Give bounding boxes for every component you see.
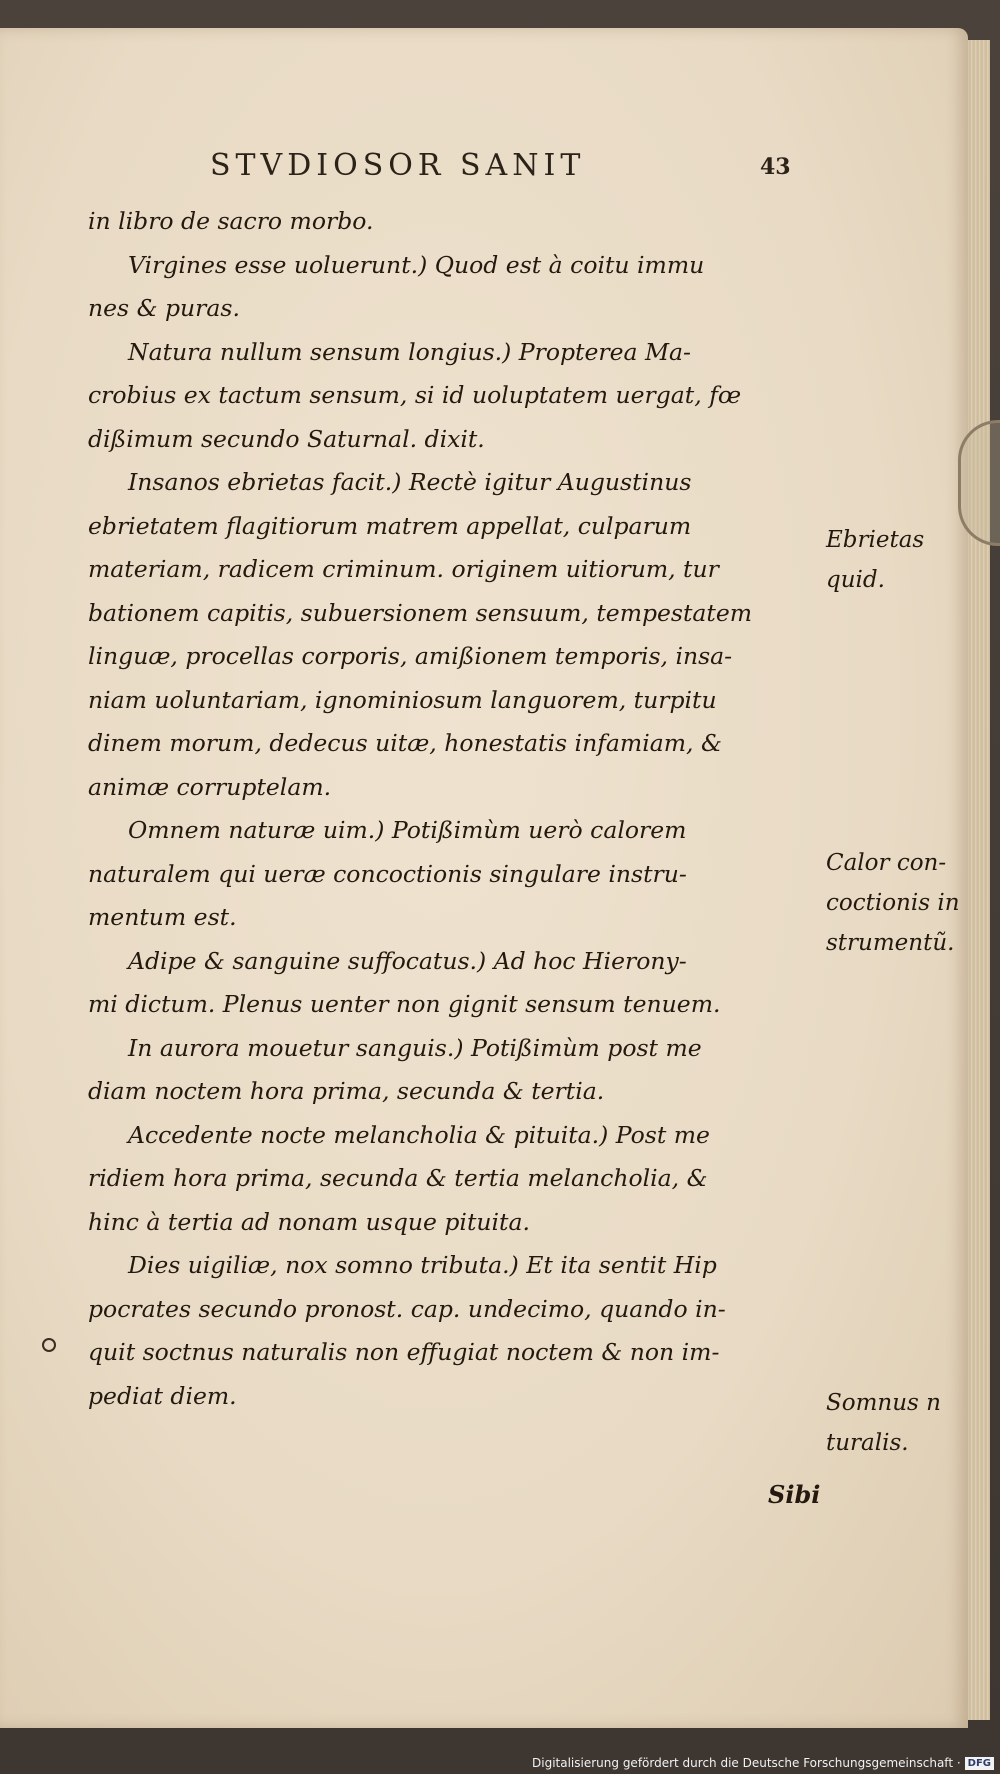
text-line: pocrates secundo pronost. cap. undecimo, quando in- <box>88 1294 726 1323</box>
margin-note-calor <box>826 843 966 963</box>
text-line: mi dictum. Plenus uenter non gignit sensum tenuem. <box>88 990 721 1018</box>
margin-note-line: Somnus n <box>826 1390 941 1416</box>
text-line: in libro de sacro morbo. <box>88 207 374 235</box>
text-line: bationem capitis, subuersionem sensuum, tempestatem <box>88 598 753 627</box>
ink-mark-icon <box>42 1338 56 1352</box>
text-line: Insanos ebrietas facit.) Rectè igitur Augustinus <box>128 468 692 496</box>
running-head <box>210 148 791 188</box>
text-line: Adipe & sanguine suffocatus.) Ad hoc Hierony- <box>128 946 687 975</box>
dfg-logo: DFG <box>965 1757 994 1770</box>
text-line: Natura nullum sensum longius.) Propterea Ma- <box>128 337 691 366</box>
text-line: niam uoluntariam, ignominiosum languorem, turpitu <box>88 685 717 714</box>
text-line: Accedente nocte melancholia & pituita.) Post me <box>128 1120 710 1149</box>
margin-note-line: strumentũ. <box>826 930 955 956</box>
text-line: Virgines esse uoluerunt.) Quod est à coitu immu <box>128 250 705 279</box>
text-line: ebrietatem flagitiorum matrem appellat, culparum <box>88 511 692 540</box>
text-line: animæ corruptelam. <box>88 772 332 801</box>
margin-note-line: coctionis in <box>826 890 960 916</box>
margin-note-ebrietas <box>826 520 966 600</box>
margin-note-line: Calor con- <box>826 850 947 876</box>
margin-note-line: turalis. <box>826 1430 909 1456</box>
text-line: nes & puras. <box>88 294 240 322</box>
text-line: diam noctem hora prima, secunda & tertia. <box>88 1077 605 1105</box>
text-line: Omnem naturæ uim.) Potißimùm uerò calorem <box>128 816 687 844</box>
page-edges <box>968 40 990 1720</box>
text-line: naturalem qui ueræ concoctionis singulare instru- <box>88 859 687 888</box>
text-line: quit soctnus naturalis non effugiat noctem & non im- <box>88 1338 720 1366</box>
body-text <box>88 200 828 1418</box>
catchword: Sibi <box>768 1480 821 1509</box>
margin-note-somnus <box>826 1383 966 1463</box>
text-line: dißimum secundo Saturnal. dixit. <box>88 424 485 453</box>
text-line: linguæ, procellas corporis, amißionem temporis, insa- <box>88 642 733 670</box>
text-line: ridiem hora prima, secunda & tertia melancholia, & <box>88 1164 708 1192</box>
text-line: mentum est. <box>88 903 237 931</box>
footer-credit <box>532 1756 994 1770</box>
text-line: dinem morum, dedecus uitæ, honestatis infamiam, & <box>88 729 722 757</box>
text-line: pediat diem. <box>88 1381 237 1410</box>
text-line: crobius ex tactum sensum, si id uoluptatem uergat, fœ <box>88 381 742 409</box>
text-line: Dies uigiliæ, nox somno tributa.) Et ita sentit Hip <box>128 1251 717 1279</box>
footer-credit-text: Digitalisierung gefördert durch die Deutsche Forschungsgemeinschaft · <box>532 1756 961 1770</box>
running-head-title: STVDIOSOR SANIT <box>210 148 586 183</box>
page-number: 43 <box>760 154 791 180</box>
text-line: In aurora mouetur sanguis.) Potißimùm post me <box>128 1033 702 1062</box>
margin-note-line: quid. <box>826 567 885 593</box>
text-line: hinc à tertia ad nonam usque pituita. <box>88 1207 530 1236</box>
text-line: materiam, radicem criminum. originem uitiorum, tur <box>88 555 719 583</box>
margin-note-line: Ebrietas <box>826 527 925 553</box>
